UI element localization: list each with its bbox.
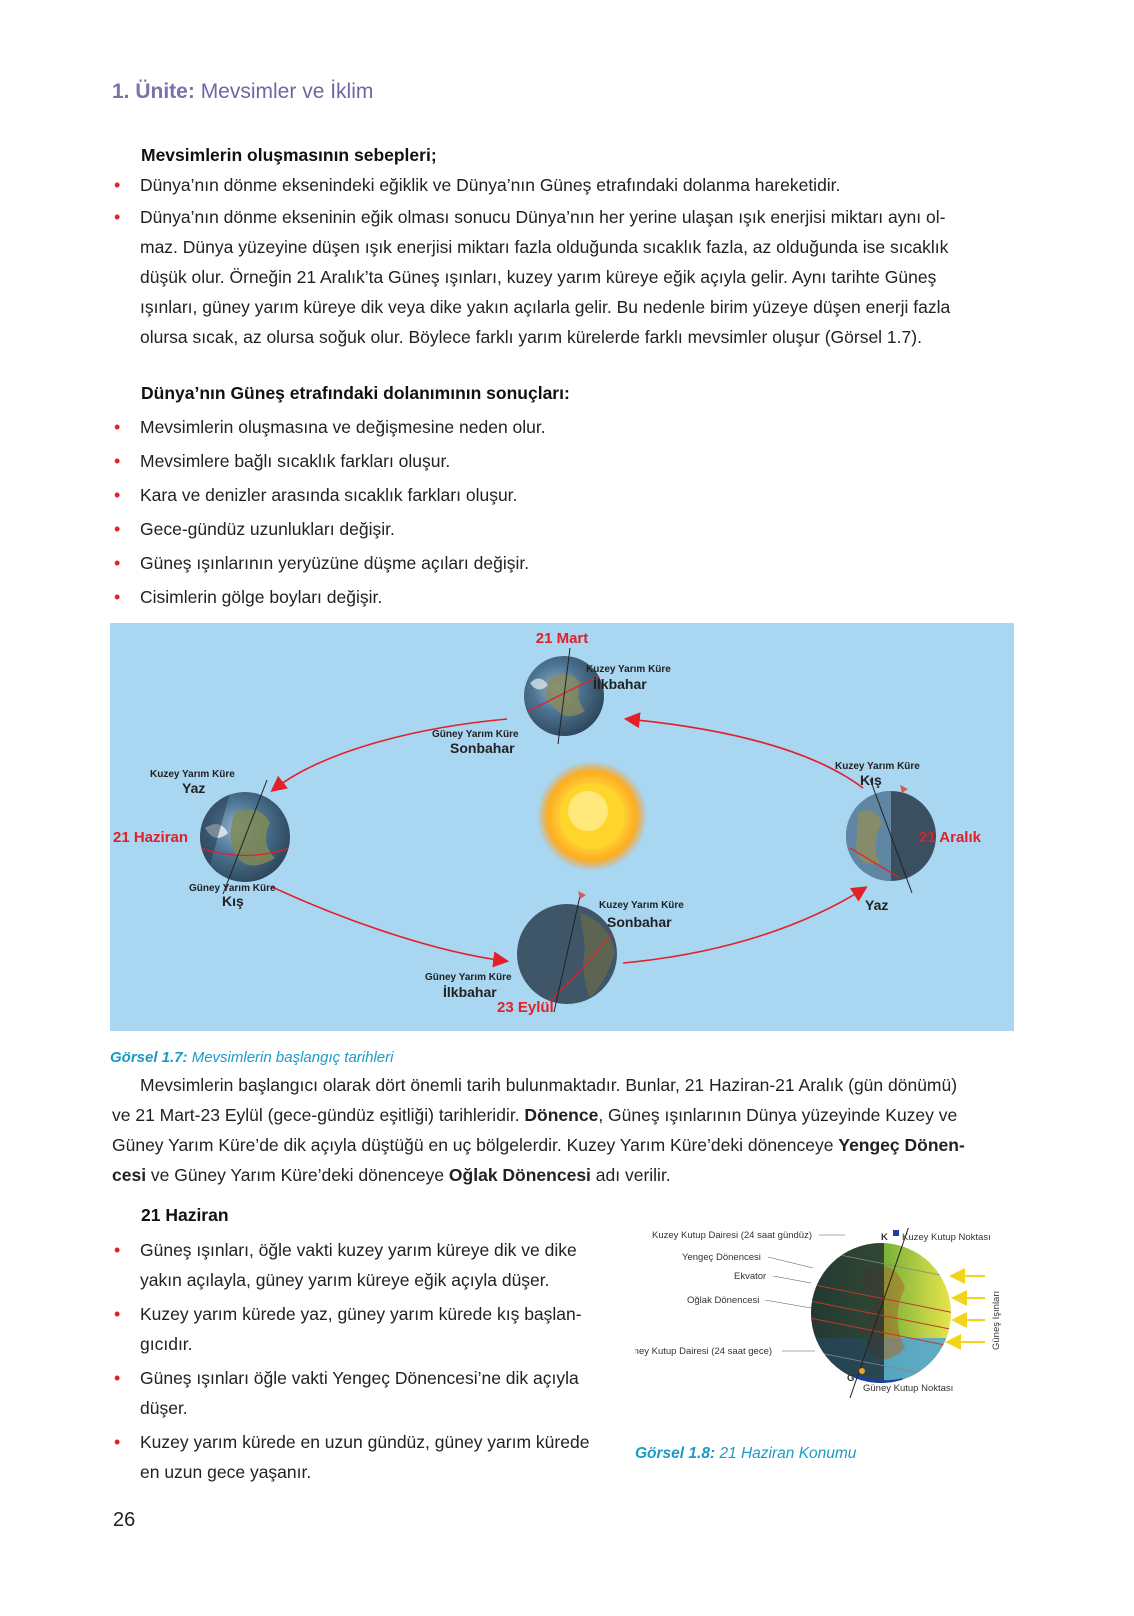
page-number: 26 [113, 1509, 136, 1531]
date-label-aralik: 21 Aralık [919, 829, 981, 846]
list-item: • Kara ve denizler arasında sıcaklık farkları oluşur. [114, 480, 1014, 510]
text-line [112, 1160, 1022, 1190]
text-line: düşer. [140, 1398, 188, 1418]
text-line [112, 1130, 1022, 1160]
june-list [114, 1235, 634, 1487]
figure-caption-1-7 [110, 1049, 393, 1066]
september-south-season: İlkbahar [443, 984, 497, 1000]
section-heading-results: Dünya’nın Güneş etrafındaki dolanımının sonuçları: [141, 383, 570, 403]
september-south-label: Güney Yarım Küre [425, 972, 512, 983]
list-item [114, 202, 1024, 352]
date-label-eylul: 23 Eylül [497, 999, 554, 1016]
results-list [114, 412, 1014, 612]
bold-term: Yengeç Dönen- [838, 1135, 965, 1155]
seasons-orbit-figure [110, 623, 1014, 1031]
unit-title: Mevsimler ve İklim [200, 80, 374, 103]
antarctic-circle-label: Güney Kutup Dairesi (24 saat gece) [635, 1346, 773, 1357]
g-label: G [847, 1373, 855, 1384]
text-line: olursa sıcak, az olursa soğuk olur. Böylece farklı yarım kürelerde farklı mevsimler oluşur (Görsel 1.7). [140, 327, 922, 347]
date-label-haziran: 21 Haziran [113, 829, 189, 846]
text-line: • Kuzey yarım kürede yaz, güney yarım kürede kış başlan- [140, 1304, 582, 1324]
december-south-season: Yaz [865, 897, 889, 913]
june-north-label: Kuzey Yarım Küre [150, 769, 235, 780]
text-line: gıcıdır. [140, 1334, 193, 1354]
list-item: • Güneş ışınlarının yeryüzüne düşme açıları değişir. [114, 548, 1014, 578]
bold-term: cesi [112, 1165, 147, 1185]
mart-north-label: Kuzey Yarım Küre [586, 664, 671, 675]
tropic-cancer-label: Yengeç Dönencesi [682, 1252, 761, 1263]
south-pole-label: Güney Kutup Noktası [863, 1383, 954, 1394]
list-item: • Gece-gündüz uzunlukları değişir. [114, 514, 1014, 544]
caption-number: Görsel 1.7: [110, 1049, 188, 1066]
mart-south-label: Güney Yarım Küre [432, 729, 519, 740]
rays-label: Güneş Işınları [991, 1290, 1002, 1350]
causes-list [114, 170, 1024, 352]
text-line: ışınları, güney yarım küreye dik veya dike yakın açılarla gelir. Bu nedenle birim yüzeye düşen enerji fazla [140, 297, 951, 317]
unit-header [112, 80, 373, 104]
bold-term: Dönence [524, 1105, 599, 1125]
earth-june-icon [200, 780, 290, 894]
june-south-label: Güney Yarım Küre [189, 883, 276, 894]
text-line: maz. Dünya yüzeyine düşen ışık enerjisi miktarı fazla olduğunda sıcaklık fazla, az olduğunda ise sıcaklık [140, 237, 949, 257]
equator-label: Ekvator [734, 1271, 767, 1282]
figure-caption-1-8 [635, 1445, 856, 1463]
sun-rays-arrows [947, 1276, 985, 1342]
december-north-label: Kuzey Yarım Küre [835, 761, 920, 772]
list-item [114, 1363, 634, 1423]
text-line: • Kuzey yarım kürede en uzun gündüz, güney yarım kürede [140, 1432, 590, 1452]
text-span: adı verilir. [590, 1165, 671, 1185]
tropic-capricorn-label: Oğlak Dönencesi [687, 1295, 760, 1306]
text-span: ve 21 Mart-23 Eylül (gece-gündüz eşitliği) tarihleridir. [112, 1105, 525, 1125]
north-pole-label: Kuzey Kutup Noktası [902, 1232, 991, 1243]
june-position-figure [635, 1228, 1025, 1408]
bold-term: Oğlak Dönencesi [448, 1165, 591, 1185]
text-line: en uzun gece yaşanır. [140, 1462, 312, 1482]
unit-number: 1. Ünite: [112, 80, 195, 103]
text-span: Güney Yarım Küre’de dik açıyla düştüğü en uç bölgelerdir. Kuzey Yarım Küre’deki dönenceye [112, 1135, 839, 1155]
list-item: • Dünya’nın dönme eksenindeki eğiklik ve Dünya’nın Güneş etrafındaki dolanma hareketidir. [114, 170, 1024, 200]
september-north-season: Sonbahar [607, 914, 672, 930]
section-heading-june: 21 Haziran [141, 1205, 229, 1225]
june-north-season: Yaz [182, 780, 206, 796]
orbit-arrow [627, 719, 863, 788]
december-north-season: Kış [860, 772, 882, 788]
tropics-paragraph [112, 1070, 1022, 1190]
orbit-arrow [272, 887, 506, 961]
text-span: , Güneş ışınlarının Dünya yüzeyinde Kuzey ve [598, 1105, 958, 1125]
text-line: • Güneş ışınları öğle vakti Yengeç Dönencesi’ne dik açıyla [140, 1368, 579, 1388]
text-line [112, 1100, 1022, 1130]
globe-icon [805, 1228, 955, 1398]
date-label-mart: 21 Mart [535, 630, 589, 647]
sun-icon [537, 761, 647, 871]
text-line: • Dünya’nın dönme ekseninin eğik olması sonucu Dünya’nın her yerine ulaşan ışık enerjisi miktarı aynı ol- [140, 207, 946, 227]
section-heading-causes: Mevsimlerin oluşmasının sebepleri; [141, 145, 437, 165]
june-south-season: Kış [222, 893, 244, 909]
list-item: • Cisimlerin gölge boyları değişir. [114, 582, 1014, 612]
list-item [114, 1235, 634, 1295]
caption-text: 21 Haziran Konumu [719, 1445, 857, 1462]
text-span: ve Güney Yarım Küre’deki dönenceye [146, 1165, 449, 1185]
june-diagram [635, 1228, 1025, 1408]
text-line: yakın açılayla, güney yarım küreye eğik açıyla düşer. [140, 1270, 550, 1290]
text-line: Mevsimlerin başlangıcı olarak dört önemli tarih bulunmaktadır. Bunlar, 21 Haziran-21 Aralık (gün dönümü) [140, 1075, 958, 1095]
caption-number: Görsel 1.8: [635, 1445, 716, 1462]
list-item [114, 1427, 634, 1487]
orbit-diagram [110, 623, 1014, 1031]
list-item: • Mevsimlerin oluşmasına ve değişmesine neden olur. [114, 412, 1014, 442]
caption-text: Mevsimlerin başlangıç tarihleri [191, 1049, 394, 1066]
mart-south-season: Sonbahar [450, 740, 515, 756]
list-item [114, 1299, 634, 1359]
text-line: • Güneş ışınları, öğle vakti kuzey yarım küreye dik ve dike [140, 1240, 577, 1260]
mart-north-season: İlkbahar [593, 676, 647, 692]
k-label: K [881, 1232, 888, 1243]
arctic-circle-label: Kuzey Kutup Dairesi (24 saat gündüz) [652, 1230, 813, 1241]
september-north-label: Kuzey Yarım Küre [599, 900, 684, 911]
text-line: düşük olur. Örneğin 21 Aralık’ta Güneş ışınları, kuzey yarım küreye eğik açıyla gelir. Aynı tarihte Güneş [140, 267, 937, 287]
list-item: • Mevsimlere bağlı sıcaklık farkları oluşur. [114, 446, 1014, 476]
earth-march-icon [515, 648, 615, 744]
